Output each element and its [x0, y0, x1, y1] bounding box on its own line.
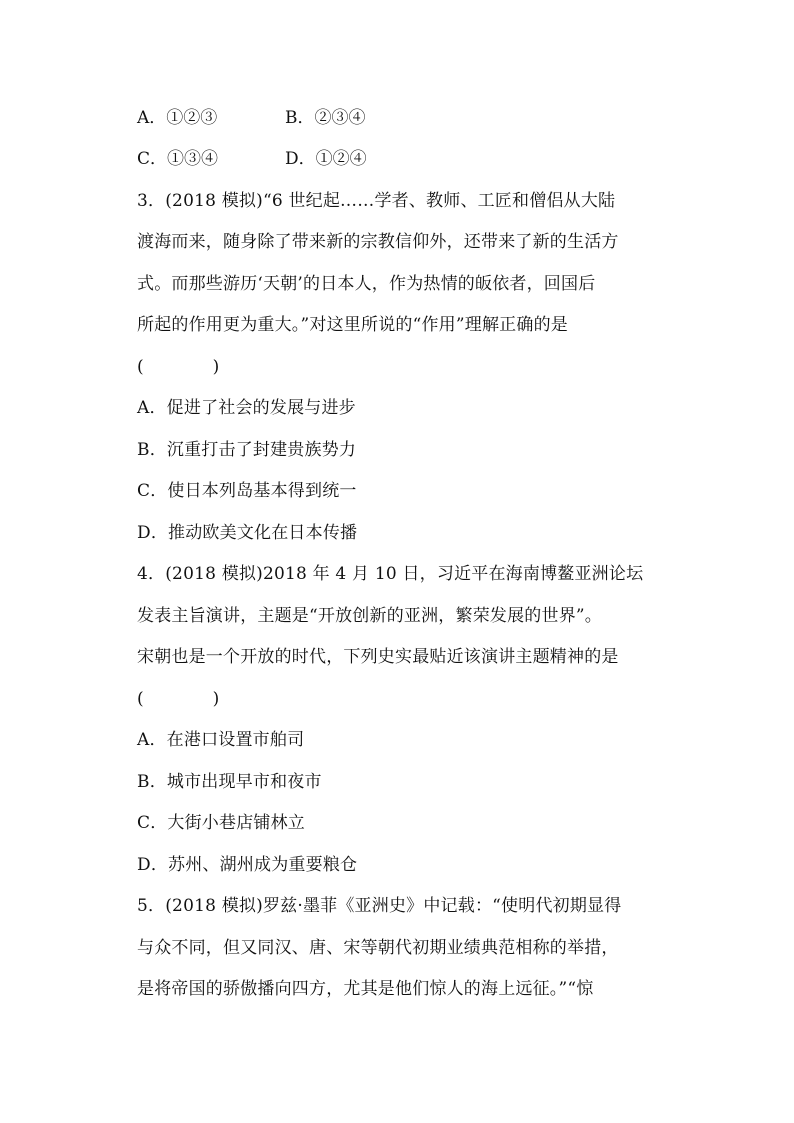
q3-answer-blank: ( )	[137, 357, 220, 377]
q3-option-c[interactable]: C．使日本列岛基本得到统一	[137, 481, 357, 501]
q4-stem-line-2: 发表主旨演讲，主题是“开放创新的亚洲，繁荣发展的世界”。	[137, 606, 602, 626]
q2-option-b[interactable]: B．②③④	[285, 108, 366, 128]
q3-stem-line-2: 渡海而来，随身除了带来新的宗教信仰外，还带来了新的生活方	[137, 232, 619, 252]
q2-options-row-1	[137, 106, 537, 130]
q4-answer-blank: ( )	[137, 689, 220, 709]
q2-option-d[interactable]: D．①②④	[285, 149, 367, 169]
q4-stem-line-1: 4．(2018 模拟)2018 年 4 月 10 日，习近平在海南博鳌亚洲论坛	[137, 564, 644, 584]
q3-stem-line-3: 式。而那些游历‘天朝’的日本人，作为热情的皈依者，回国后	[137, 274, 596, 294]
q4-option-d[interactable]: D．苏州、湖州成为重要粮仓	[137, 855, 358, 875]
q4-option-a[interactable]: A．在港口设置市舶司	[137, 730, 305, 750]
q3-option-a[interactable]: A．促进了社会的发展与进步	[137, 398, 356, 418]
q2-option-a[interactable]: A．①②③	[137, 108, 218, 128]
q3-option-b[interactable]: B．沉重打击了封建贵族势力	[137, 440, 357, 460]
q2-options-row-2	[137, 147, 537, 171]
q5-stem-line-1: 5．(2018 模拟)罗兹·墨菲《亚洲史》中记载：“使明代初期显得	[137, 896, 622, 916]
q2-option-c[interactable]: C．①③④	[137, 149, 219, 169]
q4-option-b[interactable]: B．城市出现早市和夜市	[137, 772, 322, 792]
q5-stem-line-3: 是将帝国的骄傲播向四方，尤其是他们惊人的海上远征。”“惊	[137, 979, 594, 999]
q5-stem-line-2: 与众不同，但又同汉、唐、宋等朝代初期业绩典范相称的举措，	[137, 938, 619, 958]
q3-stem-line-1: 3．(2018 模拟)“6 世纪起……学者、教师、工匠和僧侣从大陆	[137, 191, 616, 211]
q3-option-d[interactable]: D．推动欧美文化在日本传播	[137, 523, 358, 543]
q4-stem-line-3: 宋朝也是一个开放的时代，下列史实最贴近该演讲主题精神的是	[137, 647, 619, 667]
q3-stem-line-4: 所起的作用更为重大。”对这里所说的“作用”理解正确的是	[137, 315, 568, 335]
q4-option-c[interactable]: C．大街小巷店铺林立	[137, 813, 306, 833]
